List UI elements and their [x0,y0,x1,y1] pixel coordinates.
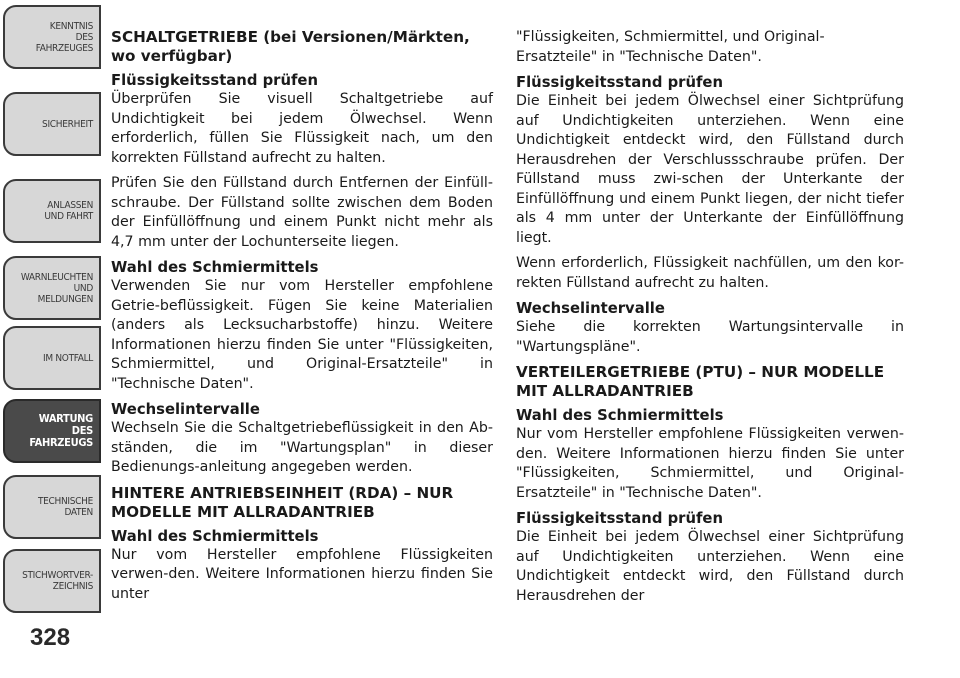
paragraph: Nur vom Hersteller empfohlene Flüssigkeiten verwen-den. Weitere Informationen hierzu finden Sie unter [111,546,493,602]
tab-label: ANLASSEN UND FAHRT [44,200,93,222]
paragraph: Die Einheit bei jedem Ölwechsel einer Sichtprüfung auf Undichtigkeiten unterziehen. Wenn eine Undichtigkeit entdeckt wird, den Füllstand durch Herausdrehen der Verschlussschraube prüfen. Der Füllstand muss zwi-schen der Unterkante der Einfüllöffnung und einem Punkt liegen, der nicht tiefer als 4 mm unter der Unterkante der Einfüllöffnung liegt. [516,93,904,246]
paragraph: Prüfen Sie den Füllstand durch Entfernen der Einfüll-schraube. Der Füllstand sollte zwischen dem Boden der Einfüllöffnung und einem Punkt nicht mehr als 4,7 mm unter der Lochunterseite liegen. [111,175,493,250]
section-heading: HINTERE ANTRIEBSEINHEIT (RDA) – NUR MODELLE MIT ALLRADANTRIEB [111,483,454,521]
subsection-heading: Flüssigkeitsstand prüfen [516,510,723,527]
tab-technische-daten[interactable] [3,475,101,539]
subsection-heading: Flüssigkeitsstand prüfen [516,74,723,91]
subsection-heading: Wahl des Schmiermittels [111,527,319,545]
subsection-heading: Wechselintervalle [111,401,260,418]
paragraph: Die Einheit bei jedem Ölwechsel einer Sichtprüfung auf Undichtigkeiten unterziehen. Wenn eine Undichtigkeit entdeckt wird, den Füllstand durch Herausdrehen der [516,529,904,604]
paragraph: Nur vom Hersteller empfohlene Flüssigkeiten verwen-den. Weitere Informationen hierzu finden Sie unter "Flüssigkeiten, Schmiermittel, und Original-Ersatzteile" in "Technische Daten". [516,426,904,501]
tab-sicherheit[interactable] [3,92,101,156]
paragraph: Wechseln Sie die Schaltgetriebeflüssigkeit in den Ab-ständen, die im "Wartungsplan" in dieser Bedienungs-anleitung angegeben werden. [111,420,493,475]
tab-im-notfall[interactable] [3,326,101,390]
subsection-heading: Wahl des Schmiermittels [111,259,319,276]
chapter-sidebar [0,0,106,678]
tab-stichwortverzeichnis[interactable] [3,549,101,613]
subsection-heading: Flüssigkeitsstand prüfen [111,72,318,89]
tab-warnleuchten-und-meldungen[interactable] [3,256,101,320]
tab-kenntnis-des-fahrzeuges[interactable] [3,5,101,69]
tab-label: TECHNISCHE DATEN [37,496,93,518]
page-number: 328 [30,624,71,651]
tab-anlassen-und-fahrt[interactable] [3,179,101,243]
paragraph: Verwenden Sie nur vom Hersteller empfohlene Getrie-beflüssigkeit. Fügen Sie keine Materialien (anders als Lecksucharbstoffe) hinzu. Weitere Informationen hierzu finden Sie unter "Flüssigkeiten, Schmiermittel, und Original-Ersatzteile" in "Technische Daten". [111,278,493,392]
section-heading: VERTEILERGETRIEBE (PTU) – NUR MODELLE MIT ALLRADANTRIEB [516,363,885,400]
subsection-heading: Wechselintervalle [516,300,665,317]
subsection-heading: Wahl des Schmiermittels [516,407,724,424]
section-heading: SCHALTGETRIEBE (bei Versionen/Märkten, wo verfügbar) [111,28,470,65]
paragraph: "Flüssigkeiten, Schmiermittel, und Original-Ersatzteile" in "Technische Daten". [516,29,825,65]
tab-label: KENNTNIS DES FAHRZEUGES [35,20,93,54]
tab-label: WARNLEUCHTEN UND MELDUNGEN [20,271,93,305]
right-column [516,28,904,612]
left-column [111,28,493,610]
paragraph: Siehe die korrekten Wartungsintervalle in "Wartungspläne". [516,319,904,355]
tab-label: SICHERHEIT [42,118,93,130]
tab-label: WARTUNG DES FAHRZEUGS [29,412,93,449]
tab-wartung-des-fahrzeugs[interactable] [3,399,101,463]
paragraph: Überprüfen Sie visuell Schaltgetriebe auf Undichtigkeit bei jedem Ölwechsel. Wenn erforderlich, füllen Sie Flüssigkeit nach, um den korrekten Füllstand aufrecht zu halten. [111,91,493,166]
tab-label: IM NOTFALL [42,352,93,364]
paragraph: Wenn erforderlich, Flüssigkeit nachfüllen, um den kor-rekten Füllstand aufrecht zu halten. [516,255,904,291]
tab-label: STICHWORTVER- ZEICHNIS [22,570,93,592]
